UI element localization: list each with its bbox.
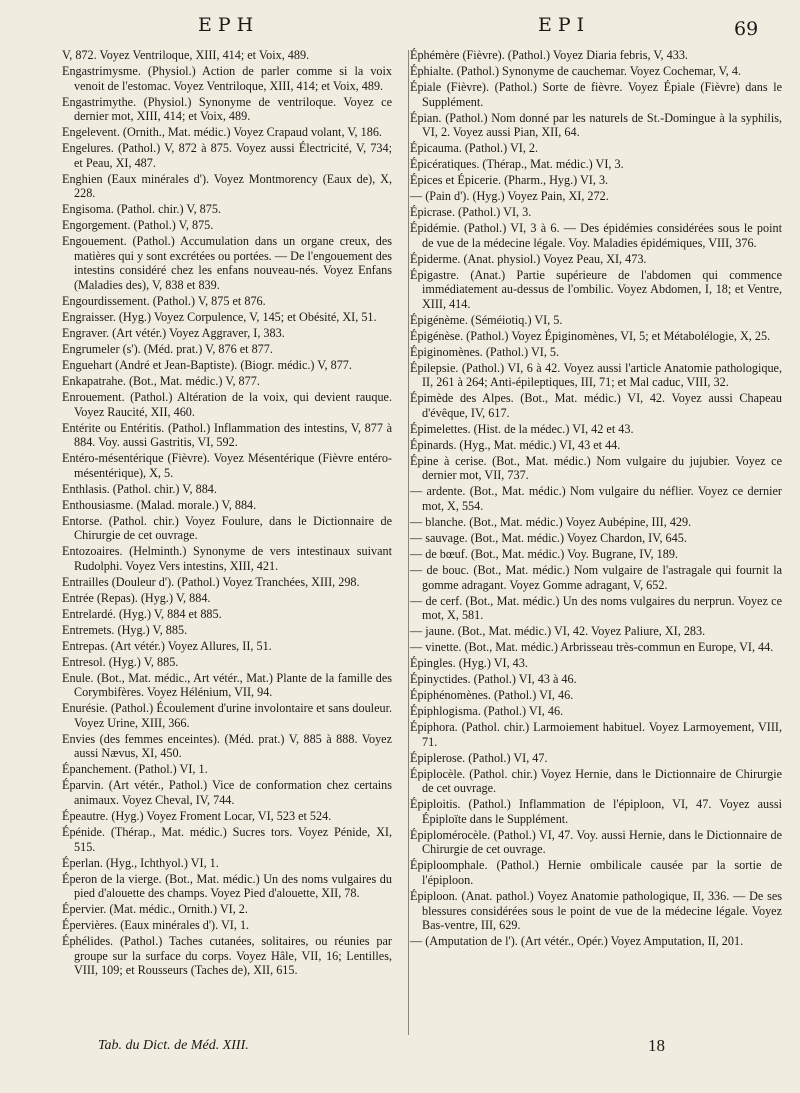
index-entry: Éperlan. (Hyg., Ichthyol.) VI, 1. (62, 855, 219, 870)
index-entry: Épinards. (Hyg., Mat. médic.) VI, 43 et 44. (410, 437, 621, 452)
index-entry: Entorse. (Pathol. chir.) Voyez Foulure, dans le Dictionnaire de Chirurgie de cet ouvrage. (62, 513, 392, 543)
index-entry: Épingles. (Hyg.) VI, 43. (410, 656, 528, 671)
index-entry: Épigastre. (Anat.) Partie supérieure de l'abdomen qui commence immédiatement au-dessus de l'ombilic. Voyez Abdomen, I, 18; et Ventre, XIII, 414. (410, 267, 782, 311)
index-entry: — de bœuf. (Bot., Mat. médic.) Voy. Bugrane, IV, 189. (410, 546, 678, 561)
index-entry: Épeautre. (Hyg.) Voyez Froment Locar, VI, 523 et 524. (62, 808, 332, 823)
right-column (410, 48, 782, 950)
index-entry: Engraisser. (Hyg.) Voyez Corpulence, V, 145; et Obésité, XI, 51. (62, 310, 377, 324)
index-entry: Épicauma. (Pathol.) VI, 2. (410, 141, 539, 156)
index-entry: — de cerf. (Bot., Mat. médic.) Un des noms vulgaires du nerprun. Voyez ce mot, X, 581. (410, 593, 782, 623)
index-entry: Épiplerose. (Pathol.) VI, 47. (410, 750, 548, 765)
index-entry: Engourdissement. (Pathol.) V, 875 et 876. (62, 294, 266, 309)
index-entry: Épigénème. (Séméiotiq.) VI, 5. (410, 312, 563, 327)
index-entry: Entérite ou Entéritis. (Pathol.) Inflammation des intestins, V, 877 à 884. Voy. aussi Gastritis, VI, 592. (62, 420, 392, 450)
index-entry: Engastrimysme. (Physiol.) Action de parler comme si la voix venoit de l'estomac. Voyez Ventriloque, XIII, 414; et Voix, 489. (62, 63, 392, 93)
index-entry: Épimelettes. (Hist. de la médec.) VI, 42 et 43. (410, 421, 634, 436)
index-entry: Épian. (Pathol.) Nom donné par les naturels de St.-Domingue à la syphilis, VI, 2. Voyez aussi Pian, XII, 64. (410, 110, 782, 140)
index-entry: Épiphénomènes. (Pathol.) VI, 46. (410, 688, 574, 703)
index-entry: Entrée (Repas). (Hyg.) V, 884. (62, 590, 211, 605)
index-entry: — de bouc. (Bot., Mat. médic.) Nom vulgaire de l'astragale qui fournit la gomme adragant. Voyez Gomme adragant, V, 652. (410, 562, 782, 592)
index-entry: Entremets. (Hyg.) V, 885. (62, 622, 188, 637)
index-entry: — vinette. (Bot., Mat. médic.) Arbrisseau très-commun en Europe, VI, 44. (410, 640, 774, 655)
index-entry: Éphialte. (Pathol.) Synonyme de cauchemar. Voyez Cochemar, V, 4. (410, 63, 741, 78)
index-entry: Épices et Épicerie. (Pharm., Hyg.) VI, 3. (410, 173, 609, 188)
index-entry: Épiphora. (Pathol. chir.) Larmoiement habituel. Voyez Larmoyement, VIII, 71. (410, 720, 782, 749)
index-entry: Épiploon. (Anat. pathol.) Voyez Anatomie pathologique, II, 336. — De ses blessures considérées sous le point de vue de la médecine légale. Voyez Bas-ventre, III, 629. (410, 888, 782, 933)
index-entry: Épanchement. (Pathol.) VI, 1. (62, 762, 208, 777)
index-entry: Enrouement. (Pathol.) Altération de la voix, qui devient rauque. Voyez Raucité, XII, 460. (62, 389, 392, 419)
index-entry: Éphémère (Fièvre). (Pathol.) Voyez Diaria febris, V, 433. (410, 48, 688, 62)
index-entry: Engelevent. (Ornith., Mat. médic.) Voyez Crapaud volant, V, 186. (62, 125, 382, 140)
index-entry: Envies (des femmes enceintes). (Méd. prat.) V, 885 à 888. Voyez aussi Nævus, XI, 450. (62, 731, 392, 761)
index-entry: Entéro-mésentérique (Fièvre). Voyez Mésentérique (Fièvre entéro-mésentérique), X, 5. (62, 451, 392, 480)
index-entry: Épilepsie. (Pathol.) VI, 6 à 42. Voyez aussi l'article Anatomie pathologique, II, 261 à 264; Anti-épileptiques, III, 71; et Mal caduc, VIII, 32. (410, 360, 782, 390)
index-entry: Engraver. (Art vétér.) Voyez Aggraver, I, 383. (62, 325, 285, 340)
index-entry: Entozoaires. (Helminth.) Synonyme de vers intestinaux suivant Rudolphi. Voyez Vers intestins, XIII, 421. (62, 544, 392, 573)
index-entry: Épicrase. (Pathol.) VI, 3. (410, 205, 532, 220)
index-entry: Épiginomènes. (Pathol.) VI, 5. (410, 344, 560, 359)
index-entry: — (Pain d'). (Hyg.) Voyez Pain, XI, 272. (410, 189, 609, 204)
left-column (62, 48, 392, 979)
index-entry: Entresol. (Hyg.) V, 885. (62, 654, 179, 669)
index-entry: Épiplomérocèle. (Pathol.) VI, 47. Voy. aussi Hernie, dans le Dictionnaire de Chirurgie de cet ouvrage. (410, 827, 782, 857)
index-entry: Engrumeler (s'). (Méd. prat.) V, 876 et 877. (62, 341, 273, 356)
index-entry: Épimède des Alpes. (Bot., Mat. médic.) VI, 42. Voyez aussi Chapeau d'évêque, IV, 617. (410, 391, 782, 420)
index-entry: Enguehart (André et Jean-Baptiste). (Biogr. médic.) V, 877. (62, 357, 352, 372)
index-entry: Éperon de la vierge. (Bot., Mat. médic.) Un des noms vulgaires du pied d'alouette des champs. Voyez Pied d'alouette, XII, 78. (62, 871, 392, 901)
index-entry: Éparvin. (Art vétér., Pathol.) Vice de conformation chez certains animaux. Voyez Cheval, IV, 744. (62, 778, 392, 807)
index-entry: — (Amputation de l'). (Art vétér., Opér.) Voyez Amputation, II, 201. (410, 934, 744, 949)
index-entry: Entrelardé. (Hyg.) V, 884 et 885. (62, 606, 222, 621)
index-entry: Épiplocèle. (Pathol. chir.) Voyez Hernie, dans le Dictionnaire de Chirurgie de cet ouvrage. (410, 766, 782, 796)
index-entry: Épidémie. (Pathol.) VI, 3 à 6. — Des épidémies considérées sous le point de vue de la médecine légale. Voy. Maladies épidémiques, VIII, 376. (410, 221, 782, 250)
index-entry: Engouement. (Pathol.) Accumulation dans un organe creux, des matières qui y sont excrétées ou portées. — De l'engouement des intestins considéré chez les enfans nouveau-nés. Voyez Enfans (Maladies des), V, 838 et 839. (62, 234, 392, 293)
index-entry: — ardente. (Bot., Mat. médic.) Nom vulgaire du néflier. Voyez ce dernier mot, X, 554. (410, 484, 782, 514)
index-entry: Enthousiasme. (Malad. morale.) V, 884. (62, 497, 257, 512)
index-entry: Épiale (Fièvre). (Pathol.) Sorte de fièvre. Voyez Épiale (Fièvre) dans le Supplément. (410, 79, 782, 109)
index-entry: Engastrimythe. (Physiol.) Synonyme de ventriloque. Voyez ce dernier mot, XIII, 414; et Voix, 489. (62, 94, 392, 124)
index-entry: Engorgement. (Pathol.) V, 875. (62, 218, 214, 233)
index-entry: Épénide. (Thérap., Mat. médic.) Sucres tors. Voyez Pénide, XI, 515. (62, 824, 392, 854)
index-entry: Engisoma. (Pathol. chir.) V, 875. (62, 202, 221, 217)
index-entry: V, 872. Voyez Ventriloque, XIII, 414; et Voix, 489. (62, 48, 310, 62)
running-header-left: EPH (198, 14, 260, 36)
index-entry: Épine à cerise. (Bot., Mat. médic.) Nom vulgaire du jujubier. Voyez ce dernier mot, VII, 737. (410, 453, 782, 483)
index-entry: Épicératiques. (Thérap., Mat. médic.) VI, 3. (410, 157, 624, 172)
column-divider (408, 50, 409, 1035)
index-entry: Enule. (Bot., Mat. médic., Art vétér., Mat.) Plante de la famille des Corymbifères. Voyez Hélénium, VII, 94. (62, 670, 392, 700)
page-number: 69 (734, 18, 759, 40)
index-entry: Épiderme. (Anat. physiol.) Voyez Peau, XI, 473. (410, 251, 647, 266)
index-entry: Entrepas. (Art vétér.) Voyez Allures, II, 51. (62, 638, 272, 653)
index-entry: Engelures. (Pathol.) V, 872 à 875. Voyez aussi Électricité, V, 734; et Peau, XI, 487. (62, 141, 392, 170)
index-entry: Enghien (Eaux minérales d'). Voyez Montmorency (Eaux de), X, 228. (62, 171, 392, 201)
index-entry: Éphélides. (Pathol.) Taches cutanées, solitaires, ou réunies par groupe sur la surface du corps. Voyez Hâle, VII, 16; Lentilles, VIII, 109; et Rousseurs (Taches de), XII, 615. (62, 934, 392, 978)
index-entry: Épinyctides. (Pathol.) VI, 43 à 46. (410, 672, 577, 687)
index-entry: Enkapatrahe. (Bot., Mat. médic.) V, 877. (62, 373, 260, 388)
index-entry: — sauvage. (Bot., Mat. médic.) Voyez Chardon, IV, 645. (410, 531, 687, 545)
index-entry: Épiphlogisma. (Pathol.) VI, 46. (410, 704, 564, 719)
index-entry: — blanche. (Bot., Mat. médic.) Voyez Aubépine, III, 429. (410, 515, 692, 530)
signature-mark: Tab. du Dict. de Méd. XIII. (98, 1038, 249, 1053)
index-entry: — jaune. (Bot., Mat. médic.) VI, 42. Voyez Paliure, XI, 283. (410, 624, 706, 639)
index-entry: Épigénèse. (Pathol.) Voyez Épiginomènes, VI, 5; et Métabolélogie, X, 25. (410, 328, 771, 343)
index-entry: Épiploitis. (Pathol.) Inflammation de l'épiploon, VI, 47. Voyez aussi Épiploïte dans le Supplément. (410, 797, 782, 826)
index-entry: Entrailles (Douleur d'). (Pathol.) Voyez Tranchées, XIII, 298. (62, 574, 360, 589)
index-entry: Enthlasis. (Pathol. chir.) V, 884. (62, 481, 217, 496)
index-entry: Enurésie. (Pathol.) Écoulement d'urine involontaire et sans douleur. Voyez Urine, XIII, 366. (62, 701, 392, 730)
gathering-number: 18 (648, 1036, 665, 1055)
index-entry: Épiploomphale. (Pathol.) Hernie ombilicale causée par la sortie de l'épiploon. (410, 858, 782, 887)
index-entry: Épervier. (Mat. médic., Ornith.) VI, 2. (62, 902, 248, 917)
running-header-right: EPI (538, 14, 591, 36)
index-entry: Épervières. (Eaux minérales d'). VI, 1. (62, 918, 250, 933)
